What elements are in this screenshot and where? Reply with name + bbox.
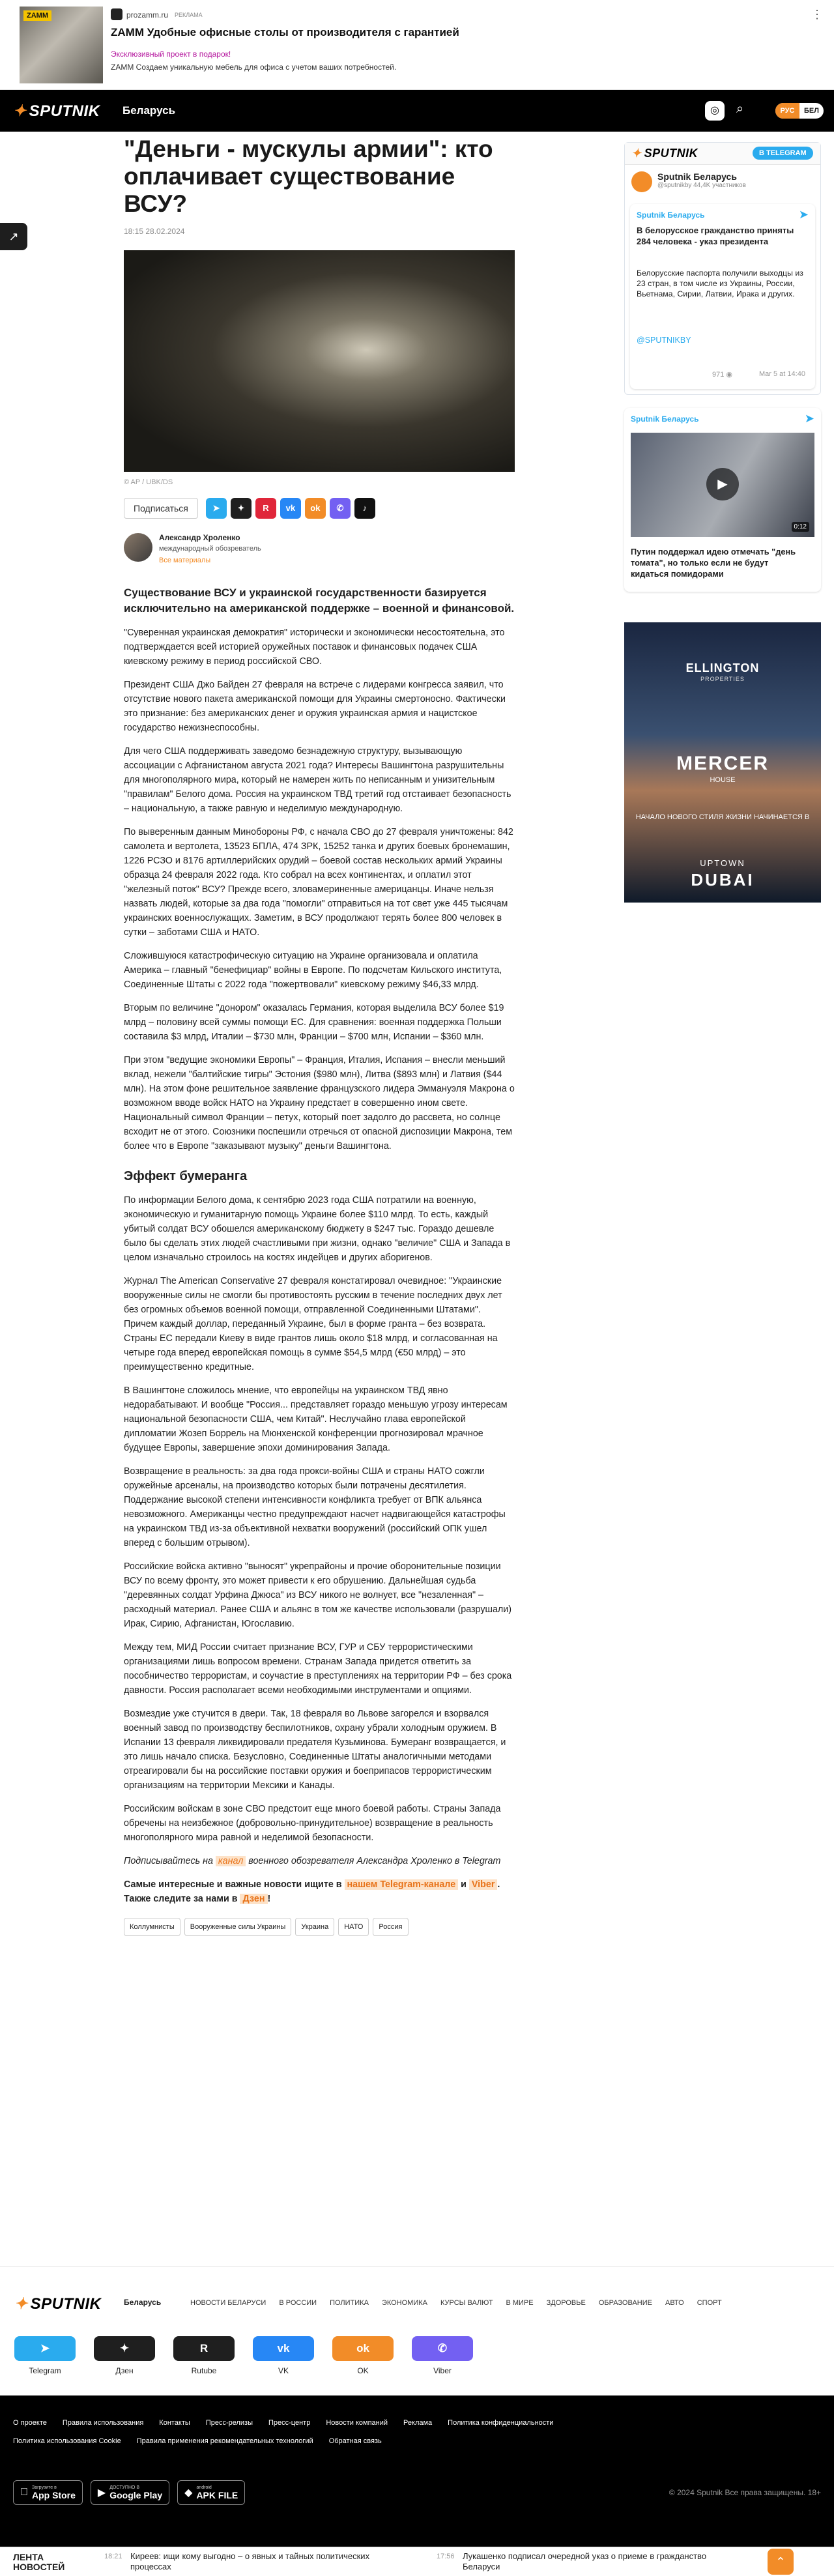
- footer-nav-item[interactable]: КУРСЫ ВАЛЮТ: [440, 2299, 493, 2307]
- sputnik-star-icon: ✦: [631, 147, 642, 160]
- post-author: Sputnik Беларусь: [631, 414, 699, 424]
- paragraph: Возвращение в реальность: за два года прокси-войны США и страны НАТО сожгли оружейные арсеналы, на производство которых были потрачены десятилетия. Поддержание высокой степени интенсивности конфликта требует от ВПК альянса невозможного. Американцы честно предупреждают насчет надвигающейся катастрофы на украинском ТВД из-за объективной нехватки вооружений (российский ОПК ушел вперед с большим отрывом).: [124, 1466, 506, 1548]
- tiktok-icon[interactable]: ♪: [354, 498, 375, 519]
- rutube-icon[interactable]: R: [173, 2336, 235, 2361]
- footer-link[interactable]: Пресс-центр: [268, 2419, 311, 2427]
- ticker-label[interactable]: ЛЕНТА НОВОСТЕЙ: [13, 2552, 65, 2572]
- zen-icon[interactable]: ✦: [231, 498, 252, 519]
- footer-nav-item[interactable]: СПОРТ: [697, 2299, 722, 2307]
- telegram-channel-link[interactable]: нашем Telegram-канале: [345, 1879, 459, 1890]
- paragraph: Журнал The American Conservative 27 февраля констатировал очевидное: "Украинские вооруженные силы не смогли бы противостоять русским в течение последних двух лет без огромных объемов военной помощи, отправленной Соединенными Штатами". Причем каждый доллар, переданный Украине, был в форме гранта – без возврата. Страны ЕС передали Киеву в виде грантов лишь около $18 млрд, и согласованная на четыре года вперед европейская помощь в сумме $54,5 млрд (€50 млрд) – это преимущественно кредитные.: [124, 1276, 502, 1372]
- google-play-button[interactable]: ▶ ДОСТУПНО В Google Play: [91, 2480, 169, 2505]
- post-title: В белорусское гражданство приняты 284 человека - указ президента: [637, 225, 794, 246]
- photo-credit: © AP / UBK/DS: [124, 478, 173, 486]
- author-block[interactable]: [124, 533, 515, 564]
- footer-links-row2: [13, 2437, 821, 2445]
- post-views: 971 ◉: [712, 371, 733, 379]
- apple-icon: [20, 2487, 28, 2498]
- footer-nav-item[interactable]: В РОССИИ: [279, 2299, 317, 2307]
- sidebar: [624, 142, 821, 592]
- footer-link[interactable]: Контакты: [159, 2419, 190, 2427]
- footer-country: Беларусь: [124, 2298, 162, 2307]
- copyright: © 2024 Sputnik Все права защищены. 18+: [669, 2488, 821, 2497]
- tag[interactable]: Россия: [373, 1918, 408, 1936]
- android-icon: ◆: [177, 2487, 185, 2498]
- tag[interactable]: Коллумнисты: [124, 1918, 180, 1936]
- footer-nav-item[interactable]: В МИРЕ: [506, 2299, 534, 2307]
- telegram-widget-header: [625, 143, 820, 165]
- play-icon[interactable]: ▶: [706, 468, 739, 500]
- apk-button[interactable]: ◆ android APK FILE: [177, 2480, 245, 2505]
- footer-links-row1: [13, 2419, 821, 2427]
- ad-city: DUBAI: [691, 870, 755, 890]
- ad-favicon: [111, 8, 122, 20]
- paragraph: Президент США Джо Байден 27 февраля на встрече с лидерами конгресса заявил, что отсутствие нового пакета американской помощи для Украины смертоносно. Фактически это признание: без американских денег и оружия украинская армия и нацистское государство нежизнеспособны.: [124, 680, 506, 733]
- channel-meta: @sputnikby 44,4K участников: [657, 182, 746, 189]
- footer-nav: [190, 2299, 722, 2307]
- country-label[interactable]: Беларусь: [122, 104, 176, 117]
- channel-avatar: [631, 171, 652, 192]
- article-date: 18:15 28.02.2024: [124, 227, 185, 236]
- footer-nav-item[interactable]: ЗДОРОВЬЕ: [546, 2299, 586, 2307]
- sidebar-ad[interactable]: [624, 622, 821, 903]
- video-duration: 0:12: [792, 522, 809, 532]
- widget-logo[interactable]: ✦ SPUTNIK: [631, 147, 698, 160]
- footer-link[interactable]: Правила использования: [62, 2419, 144, 2427]
- telegram-icon: ➤: [804, 412, 814, 425]
- ad-place: UPTOWN: [700, 858, 745, 868]
- footer-link[interactable]: Политика использования Cookie: [13, 2437, 121, 2445]
- vk-icon[interactable]: vk: [280, 498, 301, 519]
- language-switcher[interactable]: [775, 103, 824, 119]
- footer-link[interactable]: Политика конфиденциальности: [448, 2419, 554, 2427]
- social-vk[interactable]: vk VK: [253, 2336, 314, 2375]
- viber-icon[interactable]: ✆: [330, 498, 351, 519]
- social-ok[interactable]: ok OK: [332, 2336, 394, 2375]
- paragraph: Вторым по величине "донором" оказалась Германия, которая выделила ВСУ более $19 млрд – половину всей суммы помощи ЕС. Для сравнения: военная поддержка Польши составила $3 млрд, Италии – $730 млн, Франции – $700 млн, Испании – $360 млн.: [124, 1003, 504, 1042]
- footer-nav-item[interactable]: АВТО: [665, 2299, 684, 2307]
- app-store-button[interactable]: Загрузите в App Store: [13, 2480, 83, 2505]
- article-body: [124, 626, 515, 1906]
- footer-bottom: [0, 2395, 834, 2547]
- telegram-icon[interactable]: ➤: [206, 498, 227, 519]
- telegram-subscribe-button[interactable]: В TELEGRAM: [753, 147, 813, 160]
- article-title: "Деньги - мускулы армии": кто оплачивает существование ВСУ?: [124, 136, 493, 217]
- paragraph: По информации Белого дома, к сентябрю 2023 года США потратили на военную, экономическую и гуманитарную помощь Украине более $110 млрд. То есть, каждый убитый солдат ВСУ обошелся американскому бюджету в $247 тыс. Гораздо дешевле было бы сделать этих людей счастливыми при жизни, однако "величие" США и Запада в целом изначально строилось на костях индейцев и других аборигенов.: [124, 1195, 511, 1263]
- paragraph: Российским войскам в зоне СВО предстоит еще много боевой работы. Страны Запада обречены на неизбежное (добровольно-принудительное) возвращение в реальность многополярного мира равной и неделимой безопасности.: [124, 1804, 501, 1843]
- post-author: Sputnik Беларусь: [637, 210, 705, 220]
- telegram-icon: ➤: [798, 208, 809, 221]
- author-all-link[interactable]: Все материалы: [159, 557, 211, 564]
- ad-badge: РЕКЛАМА: [175, 12, 203, 18]
- social-zen[interactable]: ✦ Дзен: [94, 2336, 155, 2375]
- sputnik-star-icon: ✦: [14, 2295, 28, 2313]
- channel-name[interactable]: Sputnik Беларусь: [657, 171, 737, 182]
- subscribe-label: Подписаться: [124, 498, 198, 519]
- footer-nav-item[interactable]: НОВОСТИ БЕЛАРУСИ: [190, 2299, 266, 2307]
- article: [124, 136, 515, 1936]
- paragraph: В Вашингтоне сложилось мнение, что европейцы на украинском ТВД явно недорабатывают. И вообще "Россия... представляет гораздо меньшую угрозу интересам национальной безопасности США, чем Китай". Неслучайно глава европейской дипломатии Жозеп Боррель на Мюнхенской конференции прогнозировал мрачное будущее Европы, завершение эпохи доминирования Запада.: [124, 1385, 508, 1453]
- ok-icon[interactable]: ok: [332, 2336, 394, 2361]
- zen-icon[interactable]: ✦: [94, 2336, 155, 2361]
- news-ticker: ЛЕНТА НОВОСТЕЙ 18:21 Киреев: ищи кому выгодно – о явных и тайных политических процессах 17:56 Лукашенко подписал очередной указ о приеме в гражданство Беларуси ⌃: [0, 2547, 834, 2576]
- post-link[interactable]: @SPUTNIKBY: [637, 336, 691, 345]
- paragraph: Для чего США поддерживать заведомо безнадежную структуру, вызывающую ассоциации с Афганистаном августа 2021 года? Интересы Вашингтона разрушительны для многополярного мира, который не намерен жить по неписанным и унизительным "правилам" Белого дома. Россия на украинском ТВД третий год отстаивает безопасность – национальную, а также равную и неделимую международную.: [124, 746, 511, 814]
- site-header: [0, 90, 834, 132]
- channel-info[interactable]: [631, 171, 746, 192]
- author-name[interactable]: Александр Хроленко: [159, 533, 240, 542]
- promo-subscribe: Самые интересные и важные новости ищите в нашем Telegram-канале и Viber . Также следите за нами в Дзен !: [124, 1879, 500, 1904]
- paragraph: По выверенным данным Минобороны РФ, с начала СВО до 27 февраля уничтожены: 842 самолета и вертолета, 13523 БПЛА, 474 ЗРК, 15252 танка и других боевых бронемашин, 1226 РСЗО и 8176 артиллерийских орудий – боевой состав нескольких армий Украины образца 24 февраля 2022 года. Кто собрал на всех континентах, и оплатил этот "железный поток" ВСУ? Прежде всего, зловамериненные америцанцы. Иначе нельзя назвать людей, которые за два года "помогли" отправиться на тот свет уже 445 тысячам украинских военнослужащих. Заметим, в ВСУ продолжают терять более 800 человек в сутки – заботами США и НАТО.: [124, 827, 513, 938]
- more-icon[interactable]: ⋮: [811, 8, 823, 21]
- article-lead: Существование ВСУ и украинской государственности базируется исключительно на американской поддержке – военной и финансовой.: [124, 586, 515, 615]
- footer-link[interactable]: Новости компаний: [326, 2419, 388, 2427]
- footer-link[interactable]: Реклама: [403, 2419, 433, 2427]
- radio-icon[interactable]: ◎: [705, 101, 725, 121]
- post-time: Mar 5 at 14:40: [759, 370, 805, 378]
- footer-link[interactable]: Пресс-релизы: [205, 2419, 253, 2427]
- author-role: международный обозреватель: [159, 545, 261, 553]
- paragraph: Возмездие уже стучится в двери. Так, 18 февраля во Львове загорелся и взорвался военный завод по производству беспилотников, охрану убрали холодным оружием. В Испании 13 февраля ликвидировали предателя Кузьминова. Бумеранг возвращается, и это лишь начало списка. Безусловно, Соединенные Штаты аналогичными методами отреагировали бы на российские поставки оружия и боеприпасов террористическим организациям на территории Мексики и Канады.: [124, 1709, 506, 1791]
- site-logo[interactable]: ✦ SPUTNIK: [13, 102, 100, 120]
- social-buttons: [14, 2336, 473, 2375]
- ad-image[interactable]: [20, 7, 103, 83]
- footer-nav-item[interactable]: ЭКОНОМИКА: [381, 2299, 427, 2307]
- viber-icon[interactable]: ✆: [412, 2336, 473, 2361]
- scroll-up-icon[interactable]: ⌃: [768, 2549, 794, 2575]
- lang-by[interactable]: БЕЛ: [804, 107, 819, 115]
- subscribe-row: [124, 498, 515, 519]
- footer-link[interactable]: О проекте: [13, 2419, 47, 2427]
- social-viber[interactable]: ✆ Viber: [412, 2336, 473, 2375]
- telegram-icon[interactable]: ➤: [14, 2336, 76, 2361]
- ad-brand-sub: PROPERTIES: [700, 676, 745, 682]
- tag[interactable]: НАТО: [338, 1918, 369, 1936]
- paragraph: Между тем, МИД России считает признание ВСУ, ГУР и СБУ террористическими организациями лишь вопросом времени. Странам Запада придется ответить за пособничество террористам, и соучастие в преступлениях на территории РФ – без срока давности. Россия располагает всеми необходимыми инструментами и опциями.: [124, 1642, 512, 1696]
- tag[interactable]: Украина: [295, 1918, 334, 1936]
- footer: [0, 2266, 834, 2395]
- post-text: Белорусские паспорта получили выходцы из 23 стран, в том числе из Украины, России, Вьетнама, Сирии, Латвии, Ирака и других.: [637, 268, 803, 298]
- zen-link[interactable]: Дзен: [240, 1894, 267, 1904]
- app-stores: [13, 2480, 245, 2505]
- article-photo[interactable]: [124, 250, 515, 472]
- footer-nav-item[interactable]: ОБРАЗОВАНИЕ: [598, 2299, 652, 2307]
- ad-title[interactable]: ZAMM Удобные офисные столы от производителя с гарантией: [111, 26, 459, 38]
- ad-brand: ZAMM: [23, 10, 51, 21]
- telegram-post[interactable]: [630, 204, 815, 389]
- tag[interactable]: Вооруженные силы Украины: [184, 1918, 292, 1936]
- paragraph: "Суверенная украинская демократия" исторически и экономически несостоятельна, это подтверждается всей историей оружейных поставок и финансовых подачек США киевскому режиму в период российской СВО.: [124, 628, 505, 667]
- share-icon[interactable]: ↗: [0, 223, 27, 250]
- rutube-icon[interactable]: R: [255, 498, 276, 519]
- play-store-icon: ▶: [89, 2487, 98, 2498]
- paragraph: Российские войска активно "выносят" укрепрайоны и прочие оборонительные позиции ВСУ по всему фронту, это может привести к его обрушению. Дальнейшая судьба "деревянных солдат Урфина Джюса" из ВСУ никого не волнует, все "незаленная" – расходный материал. Ранее США и альянс в том же качестве использовали (разрушали) Ирак, Сирию, Афганистан, Югославию.: [124, 1561, 512, 1629]
- vk-icon[interactable]: vk: [253, 2336, 314, 2361]
- footer-logo[interactable]: ✦ SPUTNIK: [14, 2294, 102, 2313]
- lang-ru[interactable]: РУС: [775, 103, 799, 119]
- social-rutube[interactable]: R Rutube: [173, 2336, 235, 2375]
- footer-nav-item[interactable]: ПОЛИТИКА: [330, 2299, 369, 2307]
- telegram-widget: [624, 142, 821, 395]
- search-icon[interactable]: ⌕: [736, 102, 744, 116]
- eye-icon: ◉: [726, 371, 733, 379]
- viber-link[interactable]: Viber: [469, 1879, 498, 1890]
- ad-domain[interactable]: prozamm.ru: [126, 10, 169, 20]
- footer-link[interactable]: Обратная связь: [328, 2437, 382, 2445]
- avatar[interactable]: [124, 533, 152, 562]
- ad-line1[interactable]: Эксклюзивный проект в подарок!: [111, 50, 231, 59]
- post-text: Путин поддержал идею отмечать "день томата", но только если не будут кидаться помидорами: [631, 547, 796, 579]
- ad-line2: ZAMM Создаем уникальную мебель для офиса с учетом ваших потребностей.: [111, 63, 397, 72]
- footer-link[interactable]: Правила применения рекомендательных технологий: [136, 2437, 313, 2445]
- section-heading: Эффект бумеранга: [124, 1169, 248, 1183]
- video-thumbnail[interactable]: [631, 433, 814, 537]
- ad-product: MERCER: [676, 753, 769, 774]
- tag-list: [124, 1918, 515, 1936]
- ad-product-sub: HOUSE: [710, 776, 736, 784]
- paragraph: При этом "ведущие экономики Европы" – Франция, Италия, Испания – внесли меньший вклад, нежели "балтийские тигры" Эстония ($980 млн), Литва ($893 млн) и Латвия ($44 млн). На этом фоне решительное заявление французского лидера Эммануэля Макрона о возможном вводе войск НАТО на Украину предстает в совершенно ином свете. Национальный символ Франции – петух, который поет задолго до рассвета, но солнце всходит не от этого. Союзники поспешили отречься от опасной диспозиции Макрона, тем более что в Европе "заказывают музыку" деньги Вашингтона.: [124, 1055, 515, 1151]
- channel-link[interactable]: канал: [216, 1856, 246, 1866]
- ad-brand: ELLINGTON: [685, 661, 760, 674]
- ok-icon[interactable]: ok: [305, 498, 326, 519]
- telegram-video-post[interactable]: [624, 408, 821, 592]
- paragraph: Сложившуюся катастрофическую ситуацию на Украине организовала и оплатила Америка – главный "бенефициар" войны в Европе. По подсчетам Кильского института, Соединенные Штаты с 2022 года "пожертвовали" киевскому режиму $46,33 млрд.: [124, 951, 502, 990]
- sputnik-star-icon: ✦: [13, 102, 27, 120]
- social-telegram[interactable]: ➤ Telegram: [14, 2336, 76, 2375]
- top-ad-banner[interactable]: [0, 0, 834, 90]
- ad-text: НАЧАЛО НОВОГО СТИЛЯ ЖИЗНИ НАЧИНАЕТСЯ В: [635, 813, 810, 821]
- promo-telegram: Подписывайтесь на канал военного обозревателя Александра Хроленко в Telegram: [124, 1856, 501, 1866]
